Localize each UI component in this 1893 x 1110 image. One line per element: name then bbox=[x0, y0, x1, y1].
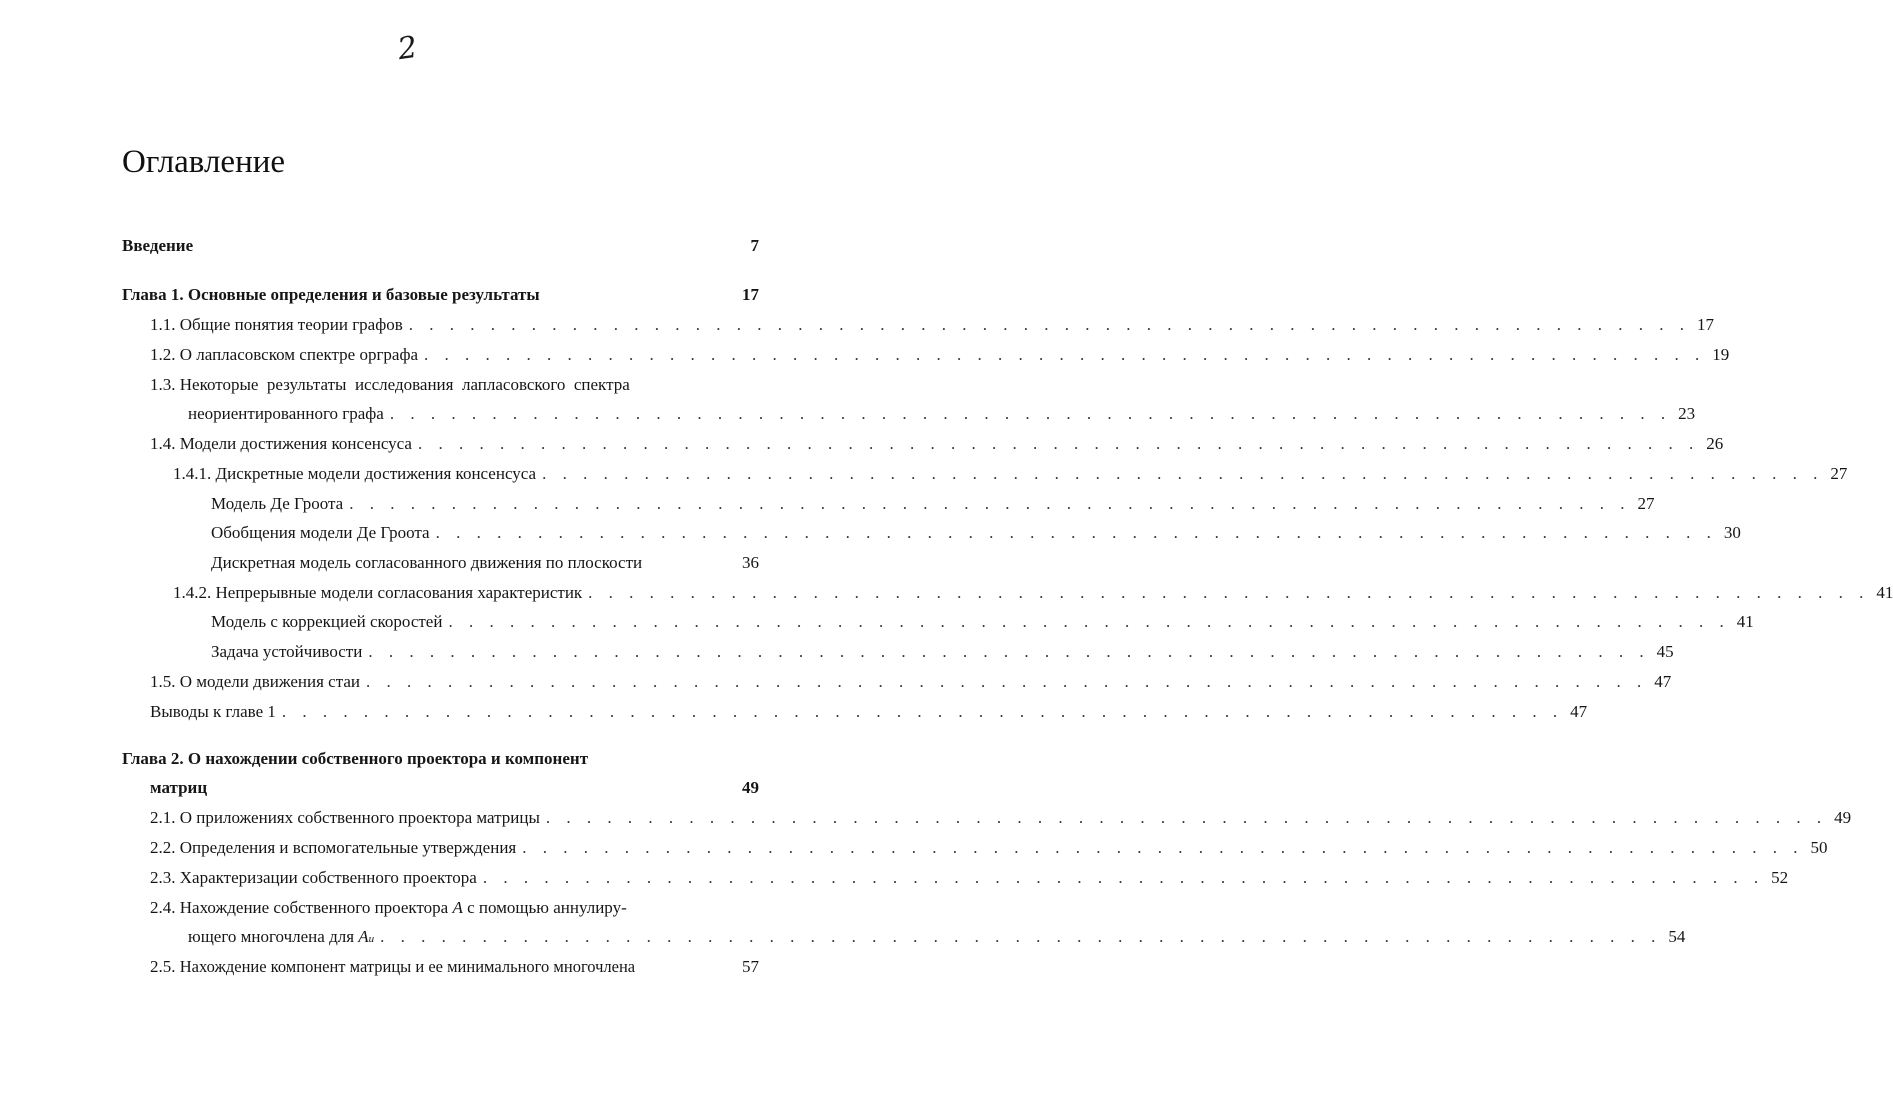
toc-entry-text: О модели движения стаи bbox=[179, 672, 361, 691]
toc-entry-text: Задача устойчивости bbox=[211, 642, 363, 661]
toc-entry-2-5 bbox=[150, 955, 759, 979]
toc-entry-text: Модель Де Гроота bbox=[211, 494, 344, 513]
toc-entry-discrete-plane-model bbox=[211, 551, 759, 575]
toc-entry-page: 45 bbox=[1656, 642, 1674, 661]
toc-entry-text: Нахождение собственного проектора bbox=[179, 898, 453, 917]
dot-leader: . . . . . . . . . . . . . . . . . . . . . . . . . . . . . . . . . . . . . . . . . . . . . . . . . . . . . . . . . . . . . . . bbox=[349, 494, 1631, 513]
math-superscript: u bbox=[368, 933, 375, 945]
toc-entry-2-3 bbox=[150, 866, 1789, 890]
toc-entry-text: Общие понятия теории графов bbox=[179, 315, 403, 334]
toc-entry-stability-problem bbox=[211, 640, 1674, 664]
toc-entry-page: 19 bbox=[1712, 345, 1730, 364]
toc-entry-text: Глава 2. О нахождении собственного проектора и компонент bbox=[122, 749, 589, 768]
dot-leader: . . . . . . . . . . . . . . . . . . . . . . . . . . . . . . . . . . . . . . . . . . . . . . . . . . . . . . . . . . . . . . . bbox=[408, 315, 1691, 334]
toc-entry-page: 49 bbox=[1834, 808, 1852, 827]
math-variable: A bbox=[452, 898, 463, 917]
toc-entry-page: 27 bbox=[1830, 464, 1848, 483]
toc-entry-text: Характеризации собственного проектора bbox=[179, 868, 477, 887]
dot-leader: . . . . . . . . . . . . . . . . . . . . . . . . . . . . . . . . . . . . . . . . . . . . . . . . . . . . . . . . . . . . . . . bbox=[380, 927, 1662, 946]
toc-entry-number: 1.1. bbox=[150, 315, 176, 334]
toc-entry-text: Выводы к главе 1 bbox=[150, 702, 276, 721]
dot-leader: . . . . . . . . . . . . . . . . . . . . . . . . . . . . . . . . . . . . . . . . . . . . . . . . . . . . . . . . . . . . . . . bbox=[368, 642, 1650, 661]
toc-entry-text: О приложениях собственного проектора матрицы bbox=[179, 808, 540, 827]
toc-entry-page: 54 bbox=[1668, 927, 1686, 946]
toc-entry-text: Модели достижения консенсуса bbox=[179, 434, 412, 453]
toc-entry-text: матриц bbox=[150, 778, 208, 797]
toc-entry-1-2 bbox=[150, 343, 1730, 367]
toc-entry-page: 57 bbox=[742, 957, 759, 976]
toc-entry-number: 1.5. bbox=[150, 672, 176, 691]
toc-entry-chapter-1-conclusions bbox=[150, 700, 1588, 724]
toc-entry-text: Введение bbox=[122, 236, 194, 255]
math-variable: A bbox=[358, 927, 369, 946]
toc-entry-chapter-2 bbox=[122, 747, 759, 771]
toc-entry-velocity-correction-model bbox=[211, 610, 1754, 634]
dot-leader: . . . . . . . . . . . . . . . . . . . . . . . . . . . . . . . . . . . . . . . . . . . . . . . . . . . . . . . . . . . . . . . bbox=[435, 523, 1717, 542]
toc-entry-page: 7 bbox=[750, 236, 759, 255]
toc-entry-page: 17 bbox=[1697, 315, 1715, 334]
dot-leader: . . . . . . . . . . . . . . . . . . . . . . . . . . . . . . . . . . . . . . . . . . . . . . . . . . . . . . . . . . . . . . . bbox=[588, 583, 1870, 602]
toc-entry-page: 36 bbox=[742, 553, 759, 572]
toc-entry-number: 1.2. bbox=[150, 345, 176, 364]
dot-leader: . . . . . . . . . . . . . . . . . . . . . . . . . . . . . . . . . . . . . . . . . . . . . . . . . . . . . . . . . . . . . . . bbox=[389, 404, 1672, 423]
toc-entry-page: 23 bbox=[1678, 404, 1696, 423]
toc-entry-number: 1.4.1. bbox=[173, 464, 212, 483]
dot-leader: . . . . . . . . . . . . . . . . . . . . . . . . . . . . . . . . . . . . . . . . . . . . . . . . . . . . . . . . . . . . . . . bbox=[281, 702, 1564, 721]
dot-leader: . . . . . . . . . . . . . . . . . . . . . . . . . . . . . . . . . . . . . . . . . . . . . . . . . . . . . . . . . . . . . . . bbox=[522, 838, 1804, 857]
toc-entry-text: О лапласовском спектре орграфа bbox=[179, 345, 419, 364]
toc-entry-degroot-generalizations bbox=[211, 521, 1741, 545]
toc-entry-text: Определения и вспомогательные утверждения bbox=[179, 838, 517, 857]
toc-entry-degroot-model bbox=[211, 492, 1655, 516]
toc-entry-text: с помощью аннулиру- bbox=[462, 898, 627, 917]
toc-entry-1-1 bbox=[150, 313, 1715, 337]
toc-entry-1-4 bbox=[150, 432, 1724, 456]
dot-leader: . . . . . . . . . . . . . . . . . . . . . . . . . . . . . . . . . . . . . . . . . . . . . . . . . . . . . . . . . . . . . . . bbox=[448, 612, 1730, 631]
toc-entry-page: 30 bbox=[1723, 523, 1741, 542]
toc-entry-page: 27 bbox=[1637, 494, 1655, 513]
dot-leader: . . . . . . . . . . . . . . . . . . . . . . . . . . . . . . . . . . . . . . . . . . . . . . . . . . . . . . . . . . . . . . . bbox=[542, 464, 1824, 483]
toc-entry-page: 52 bbox=[1771, 868, 1789, 887]
toc-entry-2-2 bbox=[150, 836, 1828, 860]
toc-entry-text: Глава 1. Основные определения и базовые результаты bbox=[122, 285, 540, 304]
toc-entry-number: 2.2. bbox=[150, 838, 176, 857]
toc-entry-page: 41 bbox=[1736, 612, 1754, 631]
toc-entry-2-4 bbox=[150, 896, 759, 920]
dot-leader: . . . . . . . . . . . . . . . . . . . . . . . . . . . . . . . . . . . . . . . . . . . . . . . . . . . . . . . . . . . . . . . bbox=[424, 345, 1706, 364]
toc-entry-page: 47 bbox=[1570, 702, 1588, 721]
toc-entry-number: 2.4. bbox=[150, 898, 176, 917]
toc-entry-1-3 bbox=[150, 373, 759, 397]
toc-entry-text: Некоторые результаты исследования лапласовского спектра bbox=[179, 375, 630, 394]
toc-entry-page: 50 bbox=[1810, 838, 1828, 857]
toc-entry-number: 2.3. bbox=[150, 868, 176, 887]
handwritten-page-number: 2 bbox=[395, 29, 420, 68]
toc-entry-page: 26 bbox=[1706, 434, 1724, 453]
dot-leader: . . . . . . . . . . . . . . . . . . . . . . . . . . . . . . . . . . . . . . . . . . . . . . . . . . . . . . . . . . . . . . . bbox=[482, 868, 1765, 887]
toc-entry-intro bbox=[122, 234, 759, 258]
toc-entry-text: Нахождение компонент матрицы и ее минимального многочлена bbox=[179, 957, 636, 976]
toc-entry-number: 2.5. bbox=[150, 957, 176, 976]
toc-entry-text: Модель с коррекцией скоростей bbox=[211, 612, 443, 631]
toc-entry-page: 49 bbox=[742, 778, 759, 797]
toc-entry-1-3-continued bbox=[188, 402, 1696, 426]
toc-entry-text: ющего многочлена для bbox=[188, 927, 359, 946]
toc-entry-page: 17 bbox=[742, 285, 759, 304]
toc-entry-page: 41 bbox=[1876, 583, 1893, 602]
toc-entry-page: 47 bbox=[1654, 672, 1672, 691]
dot-leader: . . . . . . . . . . . . . . . . . . . . . . . . . . . . . . . . . . . . . . . . . . . . . . . . . . . . . . . . . . . . . . . bbox=[545, 808, 1828, 827]
toc-entry-1-4-1 bbox=[173, 462, 1848, 486]
toc-entry-text: неориентированного графа bbox=[188, 404, 384, 423]
toc-entry-chapter-1 bbox=[122, 283, 759, 307]
toc-entry-number: 1.4.2. bbox=[173, 583, 212, 602]
toc-entry-1-5 bbox=[150, 670, 1672, 694]
toc-entry-chapter-2-continued bbox=[150, 776, 759, 800]
toc-entry-text: Обобщения модели Де Гроота bbox=[211, 523, 430, 542]
toc-entry-text: Дискретная модель согласованного движения по плоскости bbox=[211, 553, 643, 572]
toc-entry-number: 1.4. bbox=[150, 434, 176, 453]
toc-entry-text: Непрерывные модели согласования характеристик bbox=[215, 583, 583, 602]
toc-entry-number: 1.3. bbox=[150, 375, 176, 394]
dot-leader: . . . . . . . . . . . . . . . . . . . . . . . . . . . . . . . . . . . . . . . . . . . . . . . . . . . . . . . . . . . . . . . bbox=[366, 672, 1648, 691]
dot-leader: . . . . . . . . . . . . . . . . . . . . . . . . . . . . . . . . . . . . . . . . . . . . . . . . . . . . . . . . . . . . . . . bbox=[417, 434, 1700, 453]
toc-entry-text: Дискретные модели достижения консенсуса bbox=[215, 464, 537, 483]
toc-entry-number: 2.1. bbox=[150, 808, 176, 827]
page-title: Оглавление bbox=[122, 144, 286, 180]
toc-entry-2-4-continued bbox=[188, 925, 1686, 949]
toc-entry-2-1 bbox=[150, 806, 1852, 830]
toc-entry-1-4-2 bbox=[173, 581, 1893, 605]
